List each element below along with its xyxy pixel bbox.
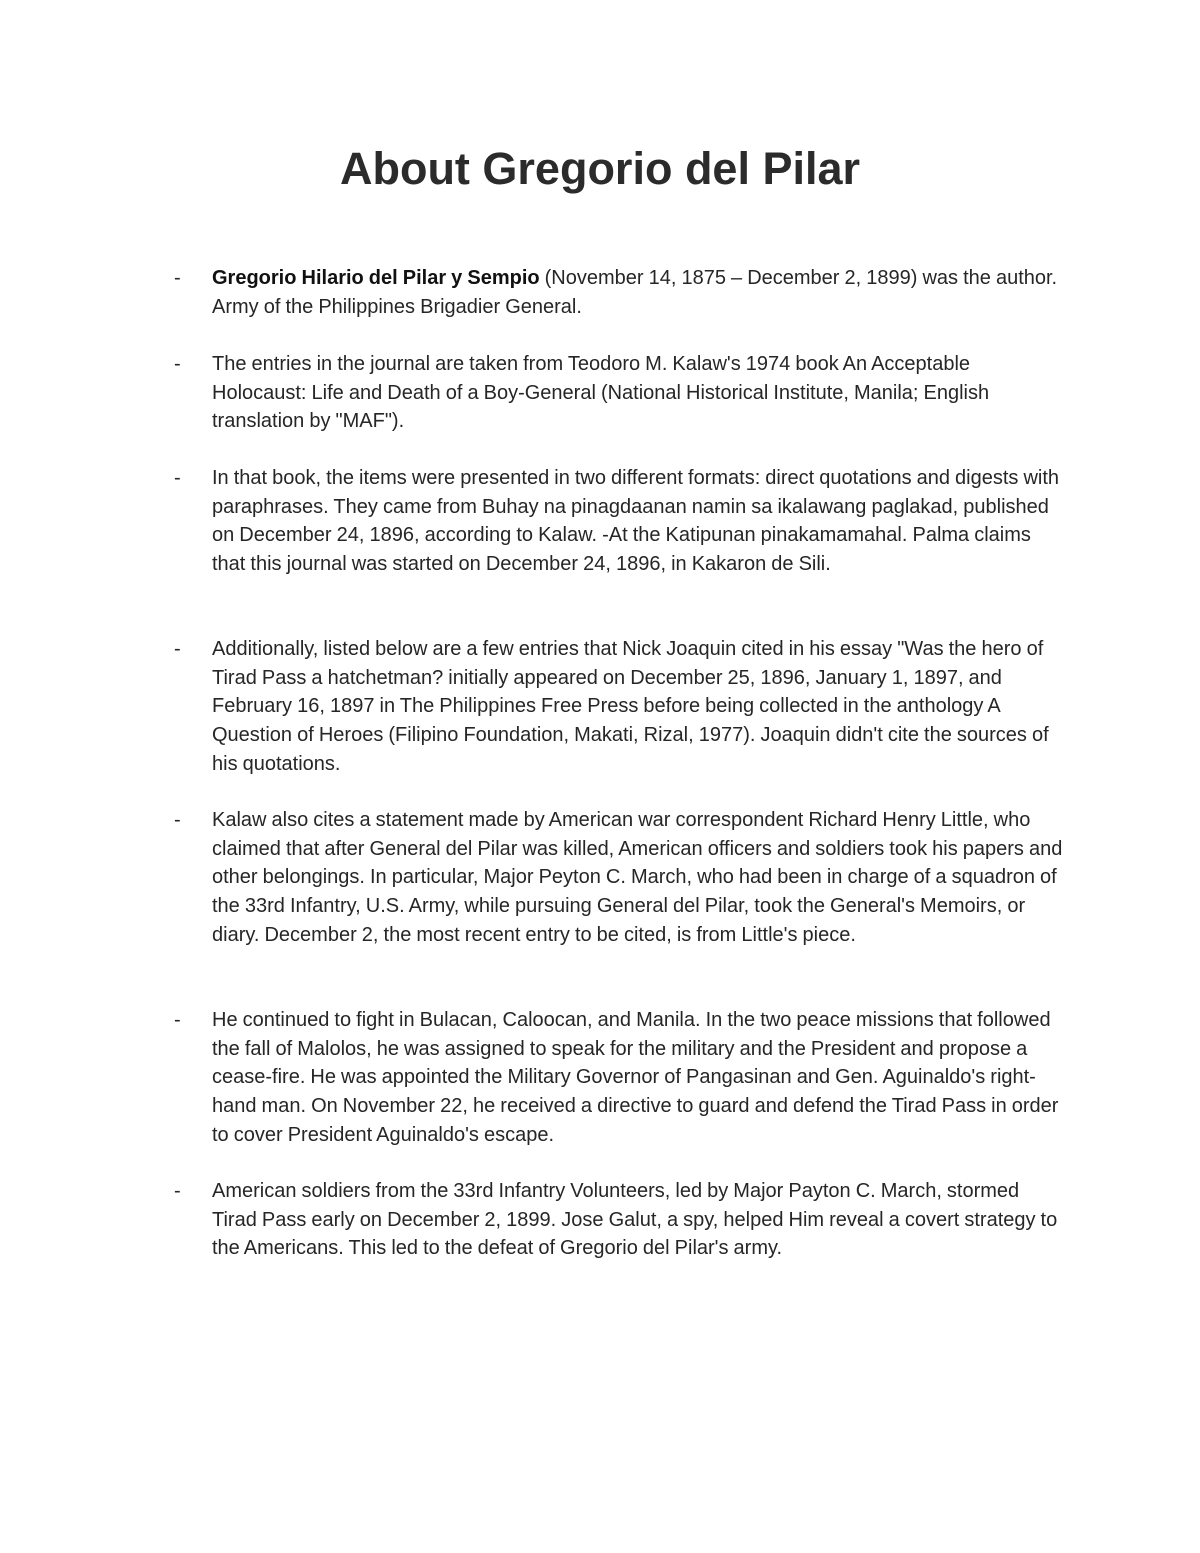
dash-bullet: -: [174, 267, 181, 289]
list-item-text: [212, 264, 1067, 321]
item-body: Kalaw also cites a statement made by American war correspondent Richard Henry Little, who claimed that after General del Pilar was killed, American officers and soldiers took his papers and other belongings. In particular, Major Peyton C. March, who had been in charge of a squadron of the 33rd Infantry, U.S. Army, while pursuing General del Pilar, took the General's Memoirs, or diary. December 2, the most recent entry to be cited, is from Little's piece.: [212, 809, 1063, 946]
list-item-text: [212, 1177, 1067, 1263]
dash-bullet: -: [174, 1009, 181, 1031]
bold-name: Gregorio Hilario del Pilar y Sempio: [212, 267, 540, 289]
dash-bullet: -: [174, 1180, 181, 1202]
list-item-text: [212, 350, 1067, 436]
dash-bullet: -: [174, 638, 181, 660]
item-body: American soldiers from the 33rd Infantry Volunteers, led by Major Payton C. March, stormed Tirad Pass early on December 2, 1899. Jose Galut, a spy, helped Him reveal a covert strategy to the Americans. This led to the defeat of Gregorio del Pilar's army.: [212, 1180, 1058, 1260]
item-body: The entries in the journal are taken from Teodoro M. Kalaw's 1974 book An Acceptable Holocaust: Life and Death of a Boy-General (National Historical Institute, Manila; English translation by "MAF").: [212, 353, 990, 433]
item-body: He continued to fight in Bulacan, Caloocan, and Manila. In the two peace missions that followed the fall of Malolos, he was assigned to speak for the military and the President and propose a cease-fire. He was appointed the Military Governor of Pangasinan and Gen. Aguinaldo's right-hand man. On November 22, he received a directive to guard and defend the Tirad Pass in order to cover President Aguinaldo's escape.: [212, 1009, 1059, 1146]
dash-bullet: -: [174, 809, 181, 831]
item-body: Additionally, listed below are a few entries that Nick Joaquin cited in his essay "Was the hero of Tirad Pass a hatchetman? initially appeared on December 25, 1896, January 1, 1897, and February 16, 1897 in The Philippines Free Press before being collected in the anthology A Question of Heroes (Filipino Foundation, Makati, Rizal, 1977). Joaquin didn't cite the sources of his quotations.: [212, 638, 1049, 775]
item-body: (November 14, 1875 – December 2, 1899) was the author. Army of the Philippines Brigadier General.: [212, 267, 1058, 318]
item-body: In that book, the items were presented in two different formats: direct quotations and digests with paraphrases. They came from Buhay na pinagdaanan namin sa ikalawang paglakad, published on December 24, 1896, according to Kalaw. -At the Katipunan pinakamamahal. Palma claims that this journal was started on December 24, 1896, in Kakaron de Sili.: [212, 467, 1060, 576]
list-item-text: [212, 806, 1067, 950]
page-title: About Gregorio del Pilar: [339, 143, 861, 194]
dash-bullet: -: [174, 353, 181, 375]
list-item-text: [212, 1006, 1067, 1150]
list-item-text: [212, 464, 1067, 579]
dash-bullet: -: [174, 467, 181, 489]
list-item-text: [212, 635, 1067, 779]
